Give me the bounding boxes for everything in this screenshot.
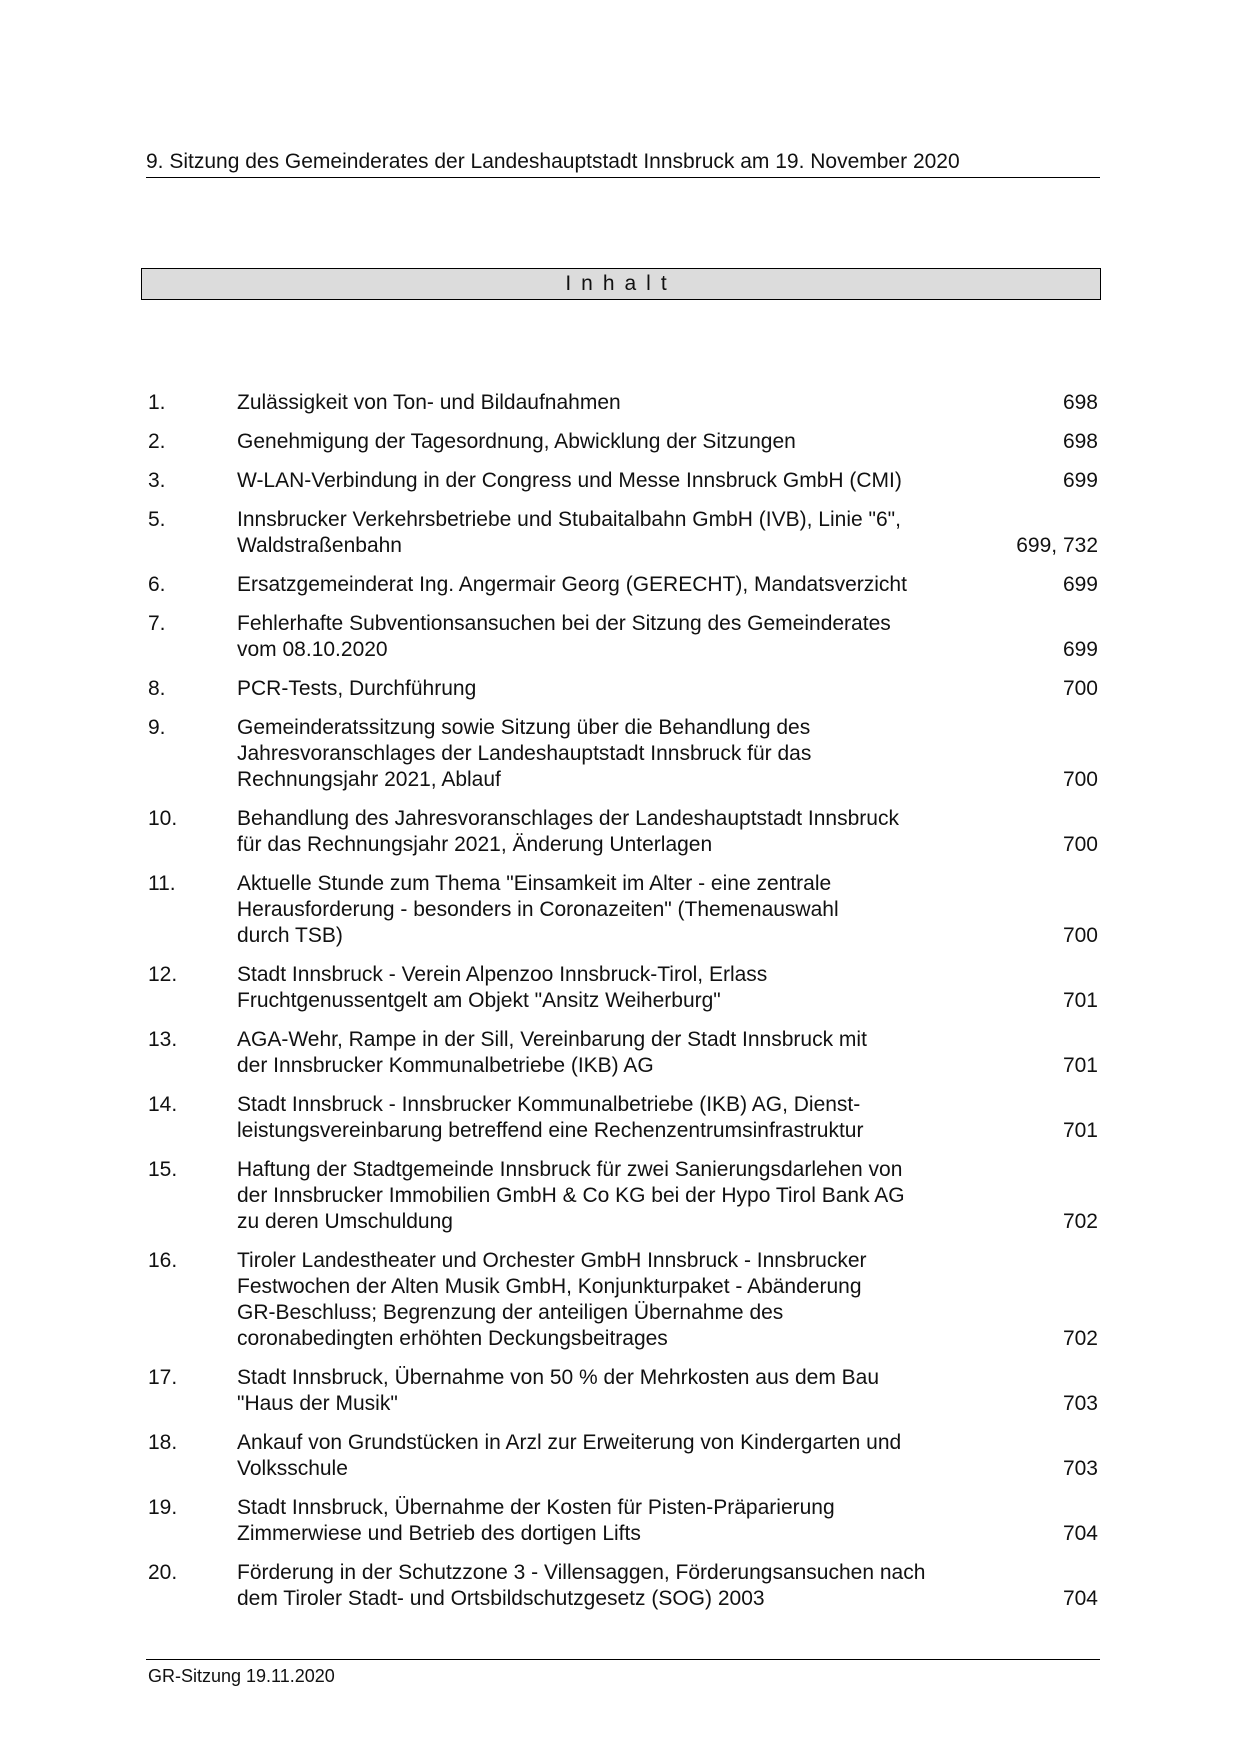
toc-entry-number: 3. xyxy=(148,469,166,492)
toc-entry xyxy=(148,1560,1098,1612)
toc-entry-number: 16. xyxy=(148,1249,178,1272)
toc-entry xyxy=(148,1092,1098,1144)
toc-entry xyxy=(148,1027,1098,1079)
toc-entry-title-line: Zimmerwiese und Betrieb des dortigen Lifts xyxy=(237,1522,641,1545)
toc-entry-page: 700 xyxy=(1062,768,1098,791)
toc-entry-title xyxy=(237,1430,997,1482)
toc-entry-title-line: Stadt Innsbruck - Innsbrucker Kommunalbetriebe (IKB) AG, Dienst- xyxy=(237,1093,861,1116)
toc-entry xyxy=(148,572,1098,598)
toc-entry-title xyxy=(237,1157,997,1235)
toc-entry-page: 701 xyxy=(1062,989,1098,1012)
toc-entry-title-line: Förderung in der Schutzzone 3 - Villensaggen, Förderungsansuchen nach xyxy=(237,1561,926,1584)
toc-entry-title-line: Gemeinderatssitzung sowie Sitzung über die Behandlung des xyxy=(237,716,811,739)
toc-entry-page: 702 xyxy=(1062,1210,1098,1233)
toc-entry-title xyxy=(237,1248,997,1352)
toc-entry-page: 701 xyxy=(1062,1119,1098,1142)
page-header-title: 9. Sitzung des Gemeinderates der Landeshauptstadt Innsbruck am 19. November 2020 xyxy=(146,150,960,173)
toc-entry-number: 15. xyxy=(148,1158,178,1181)
toc-entry xyxy=(148,429,1098,455)
toc-entry-number: 14. xyxy=(148,1093,178,1116)
toc-entry-title-line: "Haus der Musik" xyxy=(237,1392,398,1415)
toc-entry-number: 7. xyxy=(148,612,166,635)
toc-entry-title xyxy=(237,962,997,1014)
toc-entry xyxy=(148,715,1098,793)
toc-entry-title-line: der Innsbrucker Immobilien GmbH & Co KG bei der Hypo Tirol Bank AG xyxy=(237,1184,905,1207)
toc-entry-title-line: Zulässigkeit von Ton- und Bildaufnahmen xyxy=(237,391,621,414)
toc-entry-title-line: coronabedingten erhöhten Deckungsbeitrages xyxy=(237,1327,668,1350)
toc-entry-title-line: Innsbrucker Verkehrsbetriebe und Stubaitalbahn GmbH (IVB), Linie "6", xyxy=(237,508,901,531)
contents-heading: Inhalt xyxy=(565,272,677,295)
toc-entry-title xyxy=(237,806,997,858)
toc-entry-number: 13. xyxy=(148,1028,178,1051)
toc-entry-page: 702 xyxy=(1062,1327,1098,1350)
toc-entry-number: 1. xyxy=(148,391,166,414)
toc-entry-title-line: der Innsbrucker Kommunalbetriebe (IKB) AG xyxy=(237,1054,654,1077)
toc-entry-number: 17. xyxy=(148,1366,178,1389)
toc-entry-title xyxy=(237,1560,997,1612)
toc-entry xyxy=(148,507,1098,559)
toc-entry-page: 699 xyxy=(1062,573,1098,596)
toc-entry-title-line: Stadt Innsbruck, Übernahme von 50 % der Mehrkosten aus dem Bau xyxy=(237,1366,880,1389)
toc-entry-page: 698 xyxy=(1062,391,1098,414)
toc-entry-number: 6. xyxy=(148,573,166,596)
toc-entry-title-line: Fehlerhafte Subventionsansuchen bei der Sitzung des Gemeinderates xyxy=(237,612,891,635)
toc-entry-title-line: zu deren Umschuldung xyxy=(237,1210,453,1233)
toc-entry-page: 699 xyxy=(1062,638,1098,661)
toc-entry-title-line: Stadt Innsbruck - Verein Alpenzoo Innsbruck-Tirol, Erlass xyxy=(237,963,768,986)
toc-entry-number: 18. xyxy=(148,1431,178,1454)
toc-entry xyxy=(148,1430,1098,1482)
toc-entry-page: 699 xyxy=(1062,469,1098,492)
toc-entry-title-line: GR-Beschluss; Begrenzung der anteiligen Übernahme des xyxy=(237,1301,784,1324)
toc-entry-number: 8. xyxy=(148,677,166,700)
toc-entry-title-line: Stadt Innsbruck, Übernahme der Kosten für Pisten-Präparierung xyxy=(237,1496,835,1519)
toc-entry-title xyxy=(237,429,997,455)
toc-entry-title-line: Genehmigung der Tagesordnung, Abwicklung der Sitzungen xyxy=(237,430,796,453)
table-of-contents xyxy=(148,390,1098,1625)
toc-entry xyxy=(148,611,1098,663)
toc-entry-title xyxy=(237,572,997,598)
toc-entry-title-line: vom 08.10.2020 xyxy=(237,638,388,661)
toc-entry-title-line: Festwochen der Alten Musik GmbH, Konjunkturpaket - Abänderung xyxy=(237,1275,862,1298)
toc-entry-title-line: Waldstraßenbahn xyxy=(237,534,402,557)
toc-entry-title-line: dem Tiroler Stadt- und Ortsbildschutzgesetz (SOG) 2003 xyxy=(237,1587,765,1610)
toc-entry-title-line: W-LAN-Verbindung in der Congress und Messe Innsbruck GmbH (CMI) xyxy=(237,469,902,492)
toc-entry-title-line: Haftung der Stadtgemeinde Innsbruck für zwei Sanierungsdarlehen von xyxy=(237,1158,903,1181)
page-header xyxy=(146,148,1100,178)
toc-entry-title-line: Herausforderung - besonders in Coronazeiten" (Themenauswahl xyxy=(237,898,839,921)
toc-entry xyxy=(148,1157,1098,1235)
toc-entry-page: 699, 732 xyxy=(1016,534,1098,557)
toc-entry xyxy=(148,468,1098,494)
toc-entry-number: 11. xyxy=(148,872,176,895)
toc-entry-title-line: PCR-Tests, Durchführung xyxy=(237,677,477,700)
toc-entry-title-line: leistungsvereinbarung betreffend eine Rechenzentrumsinfrastruktur xyxy=(237,1119,864,1142)
toc-entry xyxy=(148,676,1098,702)
toc-entry xyxy=(148,1365,1098,1417)
toc-entry-page: 698 xyxy=(1062,430,1098,453)
toc-entry xyxy=(148,871,1098,949)
toc-entry-number: 10. xyxy=(148,807,178,830)
toc-entry-title xyxy=(237,390,997,416)
toc-entry-page: 704 xyxy=(1062,1587,1098,1610)
toc-entry xyxy=(148,806,1098,858)
toc-entry-title-line: Aktuelle Stunde zum Thema "Einsamkeit im Alter - eine zentrale xyxy=(237,872,832,895)
toc-entry-number: 5. xyxy=(148,508,166,531)
toc-entry-title-line: Volksschule xyxy=(237,1457,348,1480)
toc-entry-title-line: Ankauf von Grundstücken in Arzl zur Erweiterung von Kindergarten und xyxy=(237,1431,902,1454)
toc-entry xyxy=(148,390,1098,416)
toc-entry-title xyxy=(237,507,997,559)
toc-entry-number: 12. xyxy=(148,963,178,986)
toc-entry-title-line: Ersatzgemeinderat Ing. Angermair Georg (GERECHT), Mandatsverzicht xyxy=(237,573,907,596)
toc-entry xyxy=(148,1248,1098,1352)
toc-entry-page: 701 xyxy=(1062,1054,1098,1077)
toc-entry-title xyxy=(237,715,997,793)
toc-entry-title-line: Rechnungsjahr 2021, Ablauf xyxy=(237,768,501,791)
toc-entry-title xyxy=(237,871,997,949)
toc-entry-title-line: AGA-Wehr, Rampe in der Sill, Vereinbarung der Stadt Innsbruck mit xyxy=(237,1028,867,1051)
contents-heading-box xyxy=(141,268,1101,300)
toc-entry-page: 703 xyxy=(1062,1392,1098,1415)
toc-entry-title-line: durch TSB) xyxy=(237,924,343,947)
toc-entry-number: 20. xyxy=(148,1561,178,1584)
toc-entry-number: 2. xyxy=(148,430,166,453)
toc-entry-title-line: Jahresvoranschlages der Landeshauptstadt Innsbruck für das xyxy=(237,742,812,765)
toc-entry-number: 19. xyxy=(148,1496,178,1519)
page-footer xyxy=(148,1664,335,1688)
footer-divider xyxy=(146,1659,1100,1660)
toc-entry-title xyxy=(237,1027,997,1079)
toc-entry-page: 703 xyxy=(1062,1457,1098,1480)
toc-entry-title xyxy=(237,468,997,494)
toc-entry-title xyxy=(237,611,997,663)
toc-entry-title-line: für das Rechnungsjahr 2021, Änderung Unterlagen xyxy=(237,833,713,856)
toc-entry-number: 9. xyxy=(148,716,166,739)
toc-entry-title-line: Tiroler Landestheater und Orchester GmbH Innsbruck - Innsbrucker xyxy=(237,1249,867,1272)
toc-entry-page: 700 xyxy=(1062,924,1098,947)
toc-entry xyxy=(148,962,1098,1014)
footer-text: GR-Sitzung 19.11.2020 xyxy=(148,1666,335,1686)
toc-entry-title-line: Behandlung des Jahresvoranschlages der Landeshauptstadt Innsbruck xyxy=(237,807,899,830)
toc-entry-title xyxy=(237,1092,997,1144)
toc-entry-page: 700 xyxy=(1062,677,1098,700)
toc-entry-page: 704 xyxy=(1062,1522,1098,1545)
toc-entry-title xyxy=(237,1365,997,1417)
toc-entry xyxy=(148,1495,1098,1547)
toc-entry-title xyxy=(237,676,997,702)
toc-entry-title-line: Fruchtgenussentgelt am Objekt "Ansitz Weiherburg" xyxy=(237,989,721,1012)
toc-entry-title xyxy=(237,1495,997,1547)
toc-entry-page: 700 xyxy=(1062,833,1098,856)
